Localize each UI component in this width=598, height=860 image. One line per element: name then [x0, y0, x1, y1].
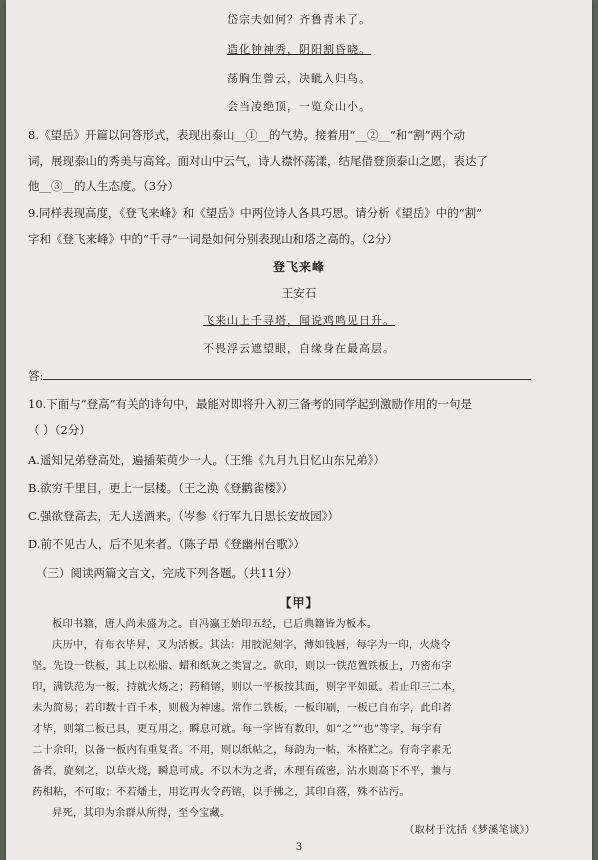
answer-line: [28, 368, 531, 384]
classical-text-line: 坚。先设一铁板，其上以松脂、蜡和纸灰之类冒之。欲印，则以一铁范置铁板上，乃密布字: [32, 660, 452, 672]
poem-author: 王安石: [281, 286, 317, 300]
poem-line: 不畏浮云遮望眼，自缘身在最高层。: [203, 342, 395, 355]
question-9-line: 9.同样表现高度，《登飞来峰》和《望岳》中两位诗人各具巧思。请分析《望岳》中的“割”: [28, 206, 482, 220]
poem-title: 登飞来峰: [272, 260, 325, 274]
classical-text-line: 二十余印，以备一板内有重复者。不用，则以纸帖之，每韵为一帖，木格贮之。有奇字素无: [32, 744, 452, 756]
question-8-line: 词，展现泰山的秀美与高耸。面对山中云气，诗人襟怀荡漾，结尾借登顶泰山之愿，表达了: [28, 154, 488, 168]
option-a: A.遥知兄弟登高处，遍插茱萸少一人。（王维《九月九日忆山东兄弟》）: [28, 453, 385, 467]
answer-label: 答:: [28, 369, 44, 383]
classical-text-line: 板印书籍，唐人尚未盛为之。自冯瀛王始印五经，已后典籍皆为板本。: [52, 618, 378, 630]
question-10-line: （ ）（2分）: [28, 423, 91, 437]
part-label: 【甲】: [279, 596, 319, 610]
classical-text-line: 昇死，其印为余群从所得，至今宝藏。: [52, 807, 231, 819]
question-8-line: 他__③__的人生态度。（3分）: [28, 179, 180, 193]
classical-text-line: 未为简易；若印数十百千本，则极为神速。常作二铁板，一板印刷，一板已自布字，此印者: [32, 702, 452, 714]
poem-line: 岱宗夫如何？齐鲁青未了。: [227, 13, 371, 26]
question-8-line: 8.《望岳》开篇以问答形式，表现出泰山__①__的气势。接着用“__②__”和“割”两个动: [28, 128, 465, 142]
option-b: B.欲穷千里目，更上一层楼。（王之涣《登鹳雀楼》）: [28, 481, 294, 495]
classical-text-line: 药相粘，不可取；不若燔土，用讫再火令药镕，以手拂之，其印自落，殊不沾污。: [32, 786, 410, 798]
section-heading: （三）阅读两篇文言文，完成下列各题。（共11分）: [36, 566, 298, 580]
classical-text-line: 备者，旋刻之，以草火烧，瞬息可成。不以木为之者，木理有疏密，沾水则高下不平，兼与: [32, 765, 452, 777]
classical-text-line: 印，满铁范为一板，持就火炀之；药稍镕，则以一平板按其面，则字平如砥。若止印三二本，: [32, 681, 463, 693]
classical-text-line: 才毕，则第二板已具，更互用之，瞬息可就。每一字皆有数印，如“之”“也”等字，每字有: [32, 723, 443, 735]
source-citation: （取材于沈括《梦溪笔谈》）: [404, 824, 536, 836]
question-10-line: 10.下面与“登高”有关的诗句中，最能对即将升入初三备考的同学起到激励作用的一句是: [28, 397, 473, 411]
poem-line: 荡胸生曾云，决眦入归鸟。: [227, 72, 371, 85]
page-number: 3: [295, 842, 303, 853]
option-d: D.前不见古人，后不见来者。（陈子昂《登幽州台歌》）: [28, 537, 305, 551]
option-c: C.强欲登高去，无人送酒来。（岑参《行军九日思长安故园》）: [28, 509, 340, 523]
question-9-line: 字和《登飞来峰》中的“千寻”一词是如何分别表现山和塔之高的。（2分）: [28, 232, 398, 246]
exam-page: [6, 0, 592, 860]
poem-line: 飞来山上千寻塔，闻说鸡鸣见日升。: [203, 314, 395, 327]
poem-line: 造化钟神秀，阴阳割昏晓。: [227, 43, 371, 56]
answer-blank[interactable]: [43, 368, 531, 380]
classical-text-line: 庆历中，有布衣毕昇，又为活板。其法：用胶泥刻字，薄如钱唇，每字为一印，火烧令: [52, 639, 451, 651]
poem-line: 会当凌绝顶，一览众山小。: [227, 100, 371, 113]
